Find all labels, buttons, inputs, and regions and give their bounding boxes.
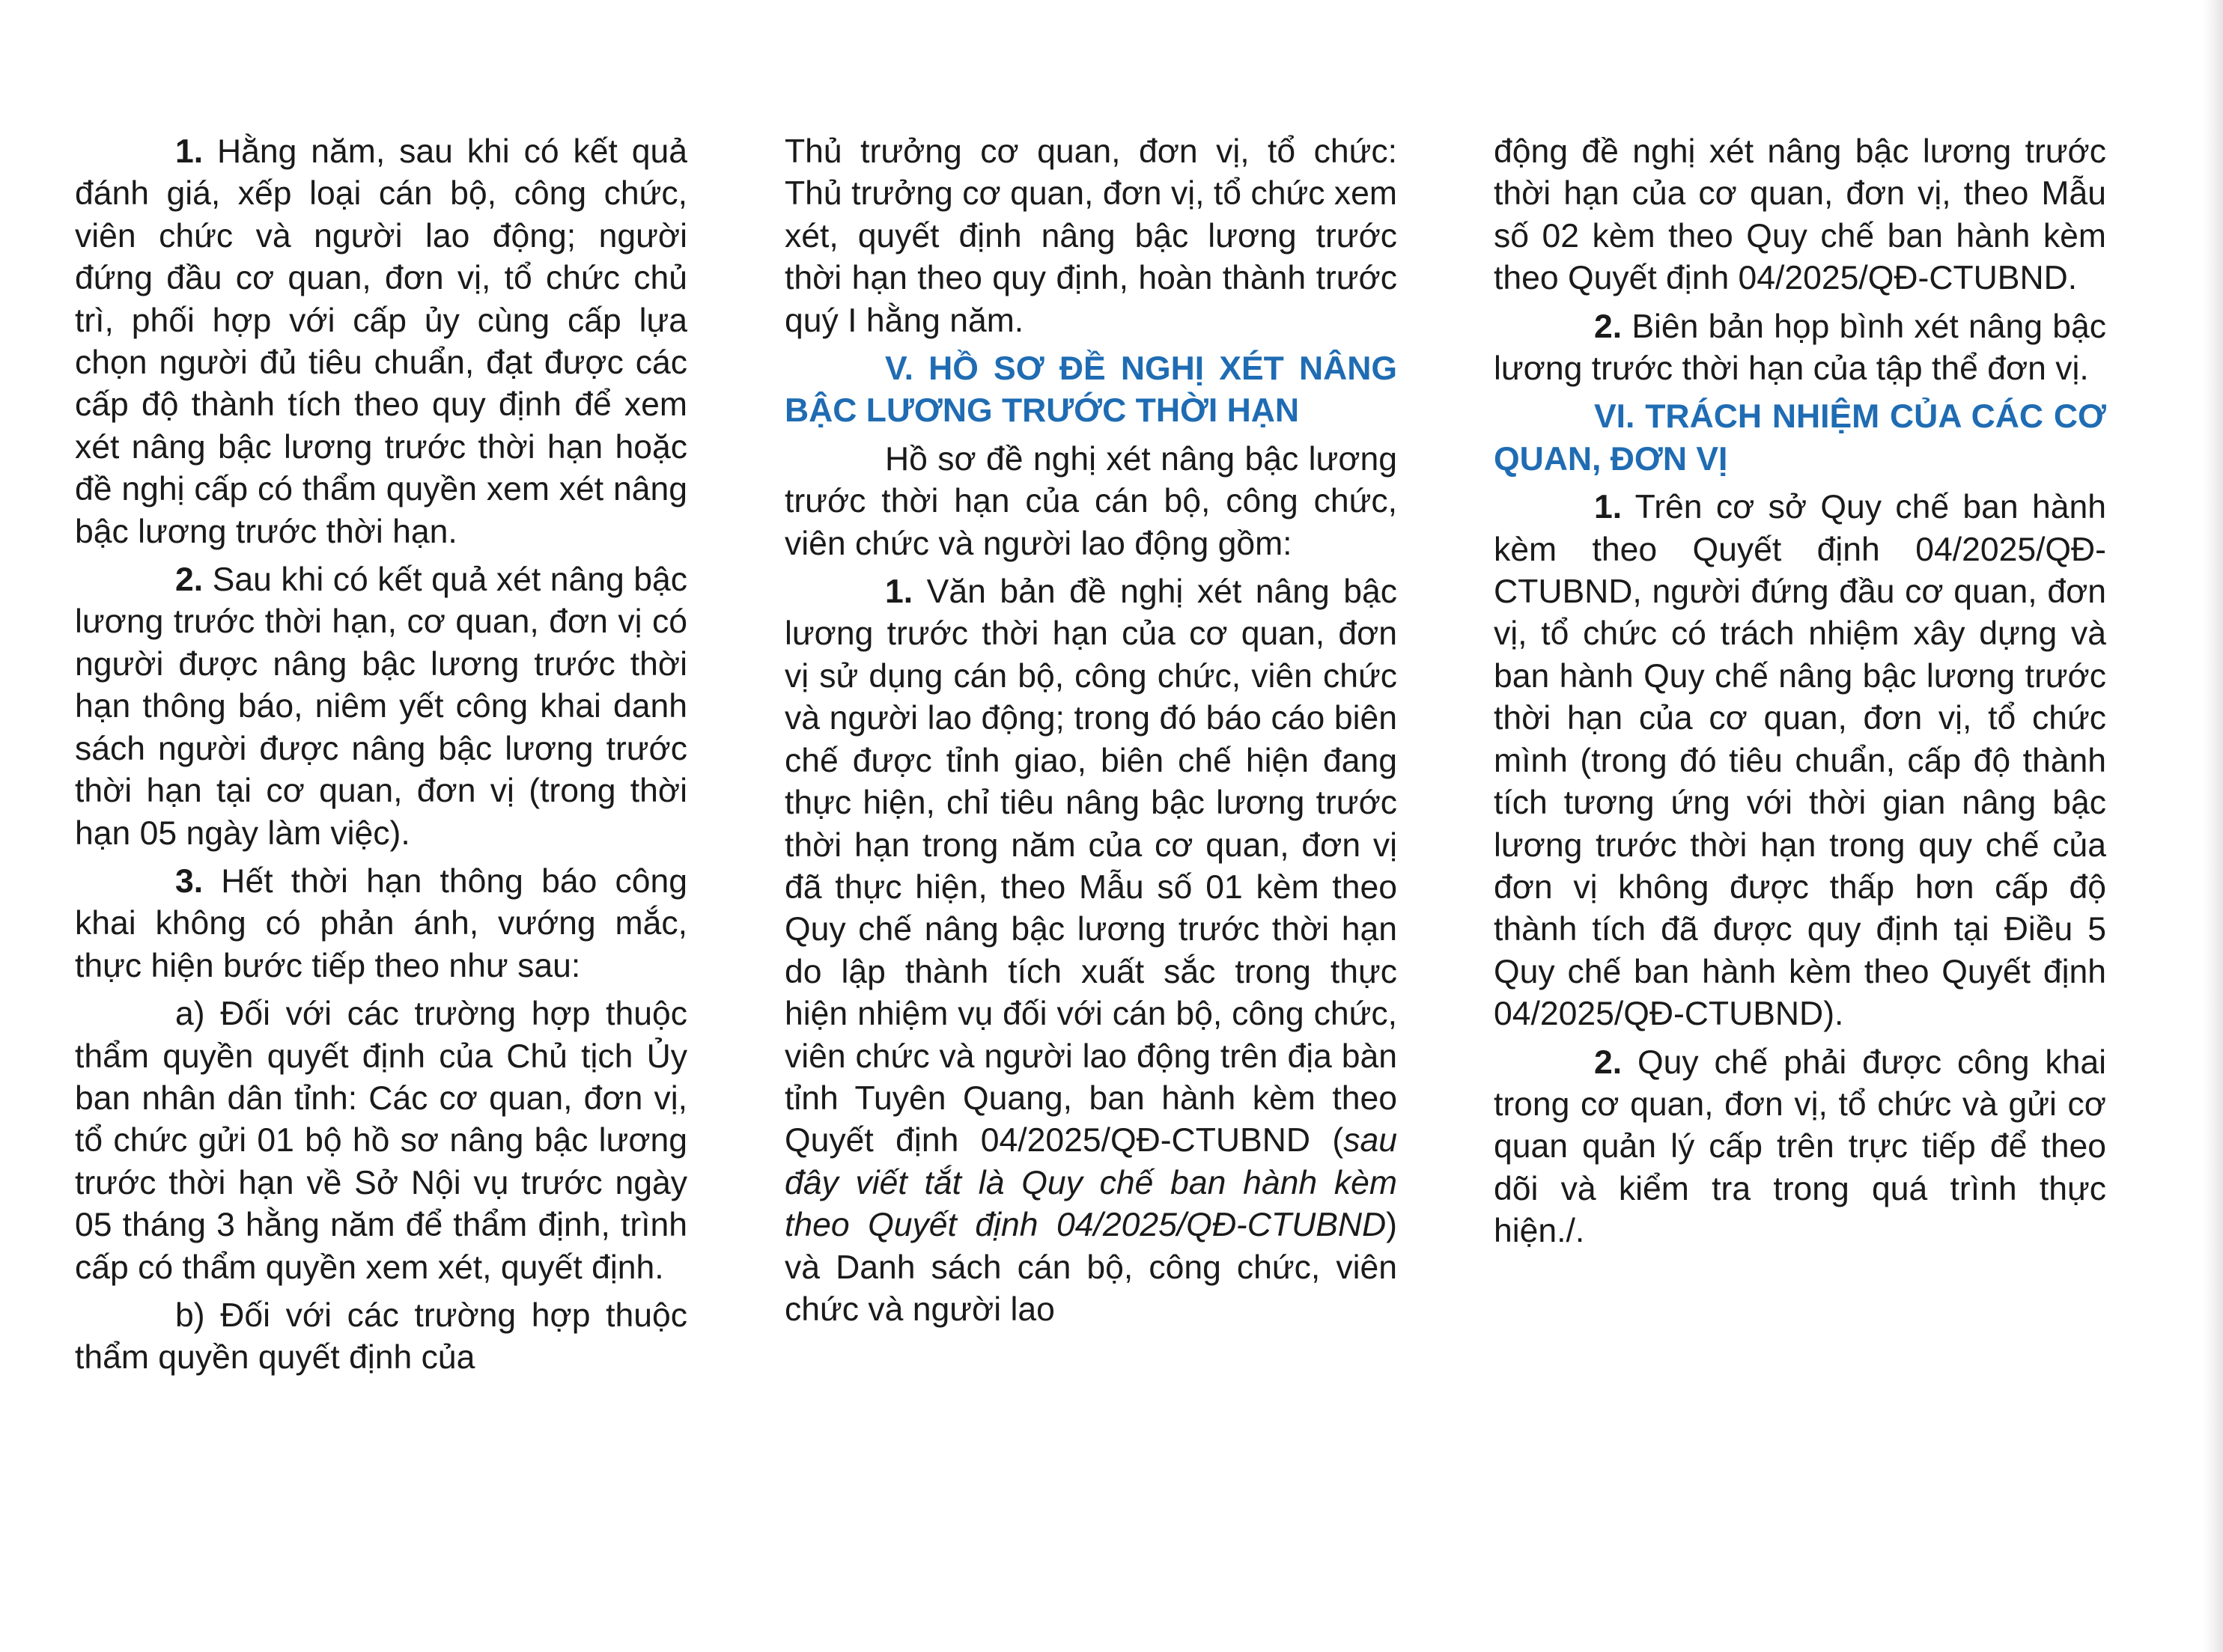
paragraph-dossier-2: [1494, 306, 2106, 391]
paragraph-text: Quy chế phải được công khai trong cơ quan, đơn vị, tổ chức và gửi cơ quan quản lý cấp trên trực tiếp để theo dõi và kiểm tra trong quá trình thực hiện./.: [1494, 1043, 2106, 1250]
paragraph-text: Hết thời hạn thông báo công khai không có phản ánh, vướng mắc, thực hiện bước tiếp theo như sau:: [75, 862, 687, 984]
paragraph-3a: a) Đối với các trường hợp thuộc thẩm quyền quyết định của Chủ tịch Ủy ban nhân dân tỉnh: Các cơ quan, đơn vị, tổ chức gửi 01 bộ hồ sơ nâng bậc lương trước thời hạn về Sở Nội vụ trước ngày 05 tháng 3 hằng năm để thẩm định, trình cấp có thẩm quyền xem xét, quyết định.: [75, 996, 687, 1286]
page-edge-shadow: [2204, 0, 2223, 1652]
paragraph-2: [75, 559, 687, 855]
paragraph-dossier-1: [785, 571, 1397, 1331]
paragraph-1: [75, 131, 687, 553]
text-column-2: [785, 131, 1397, 1337]
item-number: 2.: [1594, 1043, 1623, 1081]
paragraph-text-italic: sau đây viết tắt là Quy chế ban hành kèm theo Quyết định 04/2025/QĐ-CTUBND: [785, 1122, 1397, 1244]
paragraph-continued: Thủ trưởng cơ quan, đơn vị, tổ chức: Thủ trưởng cơ quan, đơn vị, tổ chức xem xét, quyết định nâng bậc lương trước thời hạn theo quy định, hoàn thành trước quý I hằng năm.: [785, 133, 1397, 339]
item-number: 2.: [175, 561, 204, 599]
paragraph-dossier-intro: Hồ sơ đề nghị xét nâng bậc lương trước thời hạn của cán bộ, công chức, viên chức và người lao động gồm:: [785, 440, 1397, 562]
paragraph-text: Trên cơ sở Quy chế ban hành kèm theo Quyết định 04/2025/QĐ-CTUBND, người đứng đầu cơ quan, đơn vị, tổ chức có trách nhiệm xây dựng và ban hành Quy chế nâng bậc lương trước thời hạn của cơ quan, đơn vị, tổ chức mình (trong đó tiêu chuẩn, cấp độ thành tích tương ứng với thời gian nâng bậc lương trước thời hạn trong quy chế của đơn vị không được thấp hơn cấp độ thành tích đã được quy định tại Điều 5 Quy chế ban hành kèm theo Quyết định 04/2025/QĐ-CTUBND).: [1494, 489, 2106, 1033]
paragraph-3b: b) Đối với các trường hợp thuộc thẩm quyền quyết định của: [75, 1296, 687, 1377]
paragraph-responsibility-1: [1494, 487, 2106, 1035]
paragraph-text: Biên bản họp bình xét nâng bậc lương trước thời hạn của tập thể đơn vị.: [1494, 308, 2106, 388]
item-number: 1.: [1594, 489, 1623, 526]
paragraph-text: Văn bản đề nghị xét nâng bậc lương trước thời hạn của cơ quan, đơn vị sử dụng cán bộ, công chức, viên chức và người lao động; trong đó báo cáo biên chế được tỉnh giao, biên chế hiện đang thực hiện, chỉ tiêu nâng bậc lương trước thời hạn trong năm của cơ quan, đơn vị đã thực hiện, theo Mẫu số 01 kèm theo Quy chế nâng bậc lương trước thời hạn do lập thành tích xuất sắc trong thực hiện nhiệm vụ đối với cán bộ, công chức, viên chức và người lao động trên địa bàn tỉnh Tuyên Quang, ban hành kèm theo Quyết định 04/2025/QĐ-CTUBND (: [785, 573, 1397, 1159]
item-number: 2.: [1594, 308, 1623, 345]
paragraph-text: ) và Danh sách cán bộ, công chức, viên chức và người lao: [785, 1207, 1397, 1328]
section-heading-vi: VI. TRÁCH NHIỆM CỦA CÁC CƠ QUAN, ĐƠN VỊ: [1494, 398, 2106, 478]
paragraph-text: Sau khi có kết quả xét nâng bậc lương trước thời hạn, cơ quan, đơn vị có người được nâng bậc lương trước thời hạn thông báo, niêm yết công khai danh sách người được nâng bậc lương trước thời hạn tại cơ quan, đơn vị (trong thời hạn 05 ngày làm việc).: [75, 561, 687, 852]
paragraph-responsibility-2: [1494, 1042, 2106, 1253]
text-column-3: [1494, 131, 2106, 1259]
paragraph-3: [75, 861, 687, 987]
item-number: 1.: [885, 573, 913, 611]
paragraph-continued: động đề nghị xét nâng bậc lương trước thời hạn của cơ quan, đơn vị, theo Mẫu số 02 kèm theo Quy chế ban hành kèm theo Quyết định 04/2025/QĐ-CTUBND.: [1494, 133, 2106, 297]
paragraph-text: Hằng năm, sau khi có kết quả đánh giá, xếp loại cán bộ, công chức, viên chức và người lao động; người đứng đầu cơ quan, đơn vị, tổ chức chủ trì, phối hợp với cấp ủy cùng cấp lựa chọn người đủ tiêu chuẩn, đạt được các cấp độ thành tích theo quy định để xem xét nâng bậc lương trước thời hạn hoặc đề nghị cấp có thẩm quyền xem xét nâng bậc lương trước thời hạn.: [75, 133, 687, 550]
text-column-1: [75, 131, 687, 1386]
item-number: 3.: [175, 862, 204, 900]
item-number: 1.: [175, 133, 204, 170]
section-heading-v: V. HỒ SƠ ĐỀ NGHỊ XÉT NÂNG BẬC LƯƠNG TRƯỚC THỜI HẠN: [785, 350, 1397, 430]
